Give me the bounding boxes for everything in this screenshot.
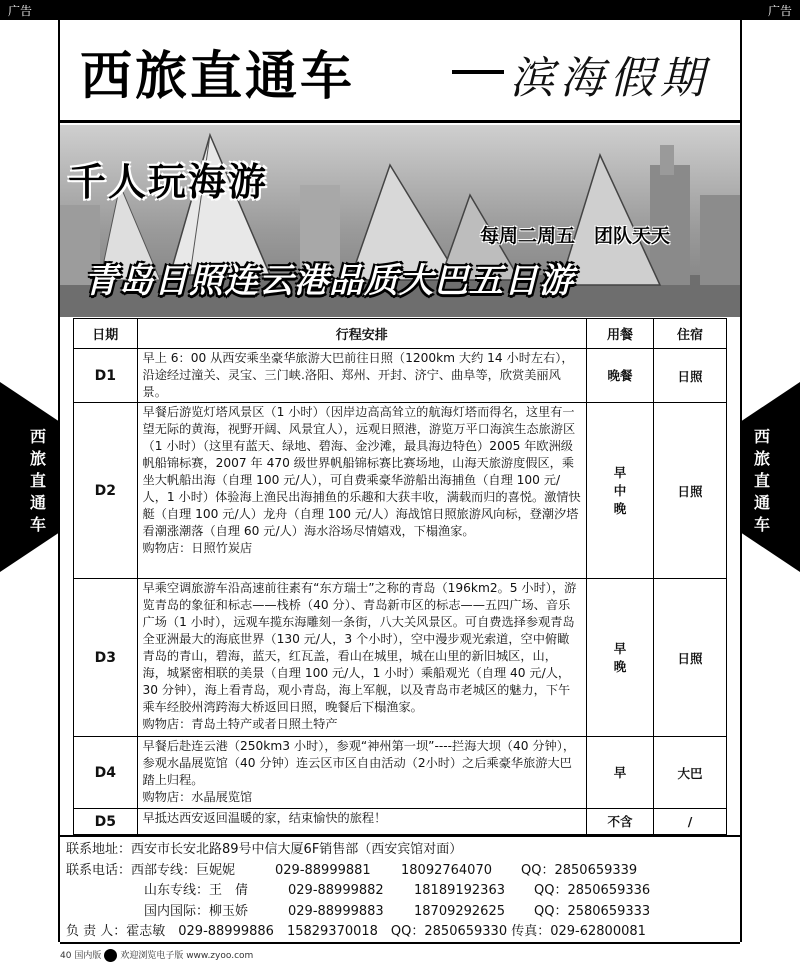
- day-cell: D3: [74, 579, 138, 737]
- ad-tag-right: 广告: [762, 1, 798, 20]
- phone-row: 国内国际：柳玉娇 029-88999883 18709292625 QQ：2580659333: [144, 903, 651, 919]
- footer-page: 40 国内版: [60, 951, 102, 961]
- phone-row: 联系电话：西部专线：巨妮妮 029-88999881 18092764070 QQ：2850659339: [66, 862, 638, 878]
- banner-schedule: 每周二周五 团队天天: [480, 225, 671, 247]
- stay-cell: 日照: [654, 579, 727, 737]
- table-row: [74, 809, 727, 835]
- stay-cell: 日照: [654, 349, 727, 403]
- shop-note: 购物店：青岛土特产或者日照土特产: [142, 717, 338, 731]
- meal-cell: 早: [586, 737, 653, 809]
- stay-cell: /: [654, 809, 727, 835]
- itinerary-cell: 早餐后游览灯塔风景区（1 小时）（因岸边高高耸立的航海灯塔而得名，这里有一望无际的黄海，视野开阔、风景宜人），远观日照港，游览万平口海滨生态旅游区（1 小时）（这里有蓝天、绿地、碧海、金沙滩，最具海边特色）2005 年欧洲级帆船锦标赛，2007 年 470 级世界帆船锦标赛比赛场地，山海天旅游度假区，乘坐大帆船出海（自理 100 元/人），可自费乘豪华游船出海捕鱼（自理 100 元/人，1 小时）体验海上渔民出海捕鱼的乐趣和大获丰收，满载而归的喜悦。激情快艇（自理 100 元/人）龙舟（自理 100 元/人）海战馆日照旅游风向标，登潮汐塔看潮涨潮落（自理 60 元/人）海水浴场尽情嬉戏，下榻渔家。 购物店：日照竹炭店: [137, 403, 586, 579]
- title-rule: [60, 120, 740, 123]
- meal-cell: 不含: [586, 809, 653, 835]
- table-row: [74, 737, 727, 809]
- side-tab-right-text: 西 旅 直 通 车: [753, 427, 770, 534]
- meal-cell: 早 中 晚: [586, 403, 653, 579]
- table-row: [74, 403, 727, 579]
- itinerary-cell: 早餐后赴连云港（250km3 小时），参观“神州第一坝”----拦海大坝（40 分钟），参观水晶展览馆（40 分钟）连云区市区自由活动（2小时）之后乘豪华旅游大巴踏上归程。 购物店：水晶展览馆: [137, 737, 586, 809]
- manager-label: 负 责 人：: [66, 924, 127, 939]
- itinerary-cell: 早乘空调旅游车沿高速前往素有“东方瑞士”之称的青岛（196km2。5 小时），游览青岛的象征和标志——栈桥（40 分）、青岛新市区的标志——五四广场、音乐广场（1 小时），远观车揽东海雕刻一条街，八大关风景区。可自费选择参观青岛全亚洲最大的海底世界（130 元/人，3 个小时），空中漫步观光索道，空中俯瞰青岛的青山，碧海，蓝天，红瓦盖，看山在城里，城在山里的新旧城区，山，海，城紧密相联的美景（自理 100 元/人，1 小时）乘船观光（自理 40 元/人，30 分钟），海上看青岛，观小青岛，海上军舰，以及青岛市老城区的魅力，下午乘车经胶州湾跨海大桥返回日照，晚餐后下榻渔家。 购物店：青岛土特产或者日照土特产: [137, 579, 586, 737]
- day-cell: D2: [74, 403, 138, 579]
- contact-rule: [60, 835, 740, 837]
- address-row: [66, 840, 650, 861]
- banner-route-title: 青岛日照连云港品质大巴五日游: [84, 261, 574, 301]
- contact-block: [66, 840, 650, 943]
- phone-label: 联系电话：: [66, 862, 132, 878]
- header-day: 日期: [74, 319, 138, 349]
- header-itinerary: 行程安排: [137, 319, 586, 349]
- side-tab-right: [740, 382, 800, 572]
- magazine-logo-icon: [104, 949, 117, 962]
- stay-cell: 大巴: [654, 737, 727, 809]
- manager-text: 霍志敏 029-88999886 15829370018 QQ：2850659330 传真：029-62800081: [126, 924, 646, 939]
- footer-text: 欢迎浏览电子版 www.zyoo.com: [120, 951, 254, 961]
- itinerary-cell: 早抵达西安返回温暖的家，结束愉快的旅程！: [137, 809, 586, 835]
- stay-cell: 日照: [654, 403, 727, 579]
- shop-note: 购物店：水晶展览馆: [142, 790, 253, 804]
- shop-note: 购物店：日照竹炭店: [142, 541, 253, 555]
- meal-cell: 早 晚: [586, 579, 653, 737]
- day-cell: D4: [74, 737, 138, 809]
- ad-tag-left: 广告: [2, 1, 38, 20]
- day-cell: D1: [74, 349, 138, 403]
- title-dash: [452, 70, 504, 74]
- table-row: [74, 349, 727, 403]
- page-subtitle: 滨海假期: [510, 53, 710, 104]
- page-footer: [60, 948, 253, 962]
- phone-row: 山东专线：王 倩 029-88999882 18189192363 QQ：2850659336: [144, 883, 651, 898]
- header-stay: 住宿: [654, 319, 727, 349]
- header-meal: 用餐: [586, 319, 653, 349]
- table-header-row: [74, 319, 727, 349]
- address-text: 西安市长安北路89号中信大厦6F销售部（西安宾馆对面）: [131, 842, 463, 857]
- promo-banner: [60, 125, 740, 317]
- day-cell: D5: [74, 809, 138, 835]
- address-label: 联系地址：: [66, 842, 132, 857]
- table-row: [74, 579, 727, 737]
- itinerary-cell: 早上 6：00 从西安乘坐豪华旅游大巴前往日照（1200km 大约 14 小时左右），沿途经过潼关、灵宝、三门峡.洛阳、郑州、开封、济宁、曲阜等，欣赏美丽风景。: [137, 349, 586, 403]
- meal-cell: 晚餐: [586, 349, 653, 403]
- side-tab-left: [0, 382, 60, 572]
- side-tab-left-text: 西 旅 直 通 车: [29, 427, 46, 534]
- page-title: 西旅直通车: [80, 47, 356, 107]
- banner-slogan: 千人玩海游: [68, 160, 269, 204]
- top-bar: [0, 0, 800, 20]
- manager-row: [66, 922, 650, 943]
- itinerary-table: [73, 318, 727, 835]
- bottom-rule: [60, 942, 740, 944]
